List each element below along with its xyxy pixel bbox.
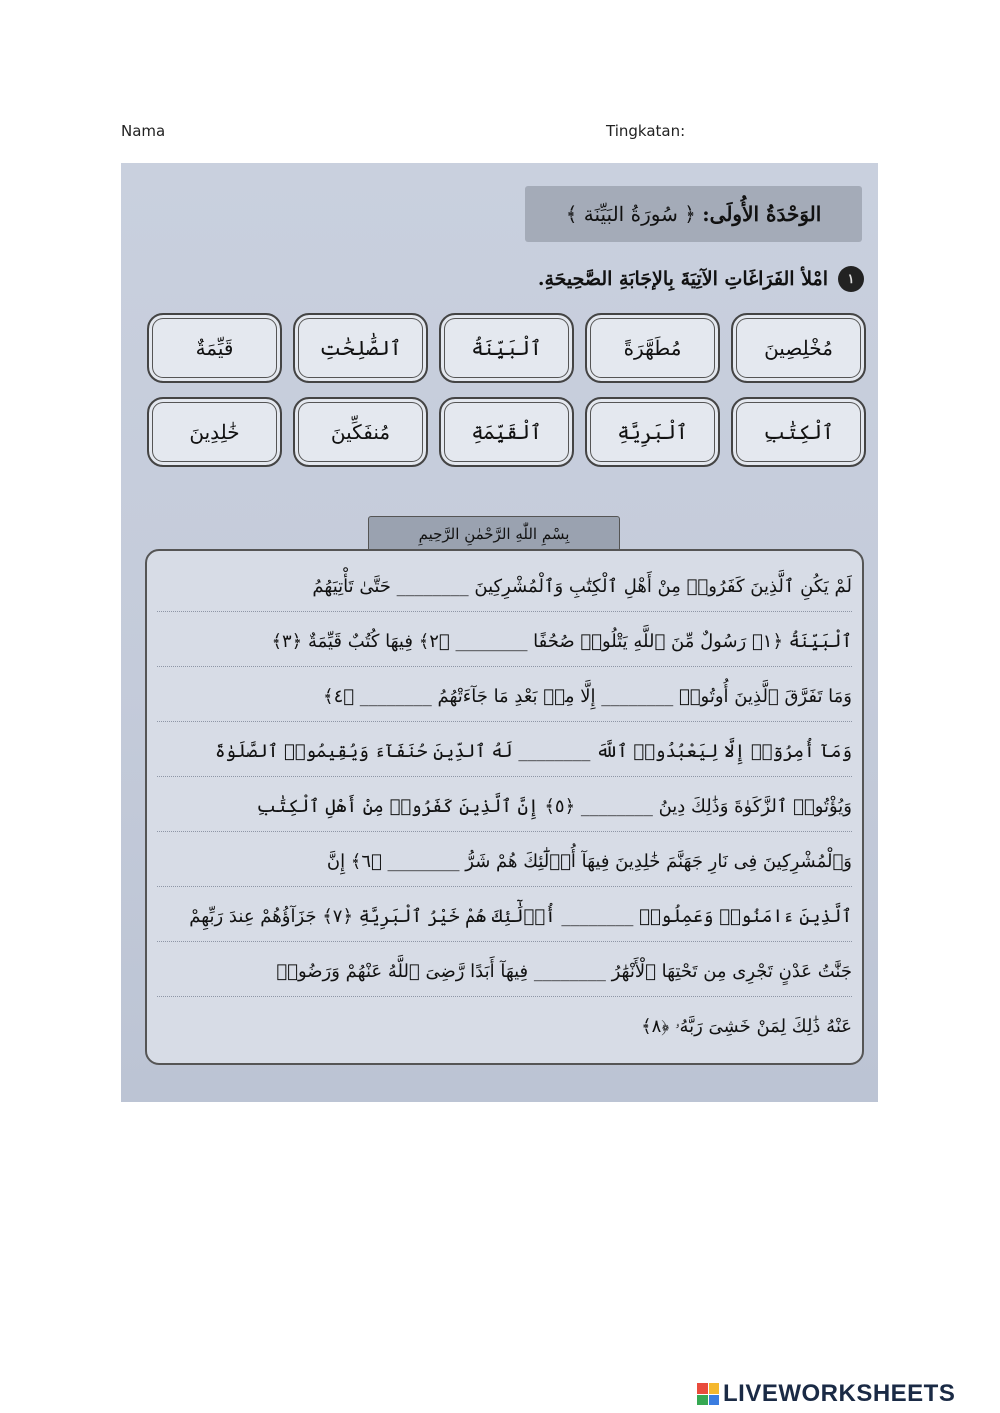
verse-line: وَيُؤْتُوا۟ ٱلزَّكَوٰةَ وَذَٰلِكَ دِينُ ________ ﴿٥﴾ إِنَّ ٱلَّذِينَ كَفَرُوا۟ مِنْ أَهْلِ ٱلْكِتَٰبِ [157, 783, 852, 832]
verse-line: عَنْهُ ذَٰلِكَ لِمَنْ خَشِىَ رَبَّهُۥ ﴿٨﴾ [641, 1016, 852, 1037]
word-bank-item: ٱلْقَيِّمَةِ [439, 397, 574, 467]
logo-text: LIVEWORKSHEETS [723, 1380, 956, 1407]
unit-title-band [525, 186, 862, 242]
unit-title: الوَحْدَةُ الأُولَى: [702, 202, 822, 226]
verse-line: وَمَا تَفَرَّقَ ٱلَّذِينَ أُوتُوا۟ ________ إِلَّا مِنۢ بَعْدِ مَا جَآءَتْهُمُ ________ ﴿٤﴾ [157, 673, 852, 722]
nama-label: Nama [121, 122, 166, 140]
basmala-banner: بِسْمِ اللّٰهِ الرَّحْمٰنِ الرَّحِيمِ [368, 516, 620, 552]
word-bank [136, 313, 866, 467]
instruction-text: امْلأ الفَرَاغَاتِ الآتِيَةَ بِالإجَابَةِ الصَّحِيحَةِ. [537, 268, 828, 290]
word-bank-item: خَٰلِدِينَ [147, 397, 282, 467]
verse-line: جَنَّٰتُ عَدْنٍ تَجْرِى مِن تَحْتِهَا ٱلْأَنْهَٰرُ ________ فِيهَآ أَبَدًا رَّضِىَ ٱللَّهُ عَنْهُمْ وَرَضُوا۟ [157, 948, 852, 997]
verse-line: لَمْ يَكُنِ ٱلَّذِينَ كَفَرُوا۟ مِنْ أَهْلِ ٱلْكِتَٰبِ وَٱلْمُشْرِكِينَ ________ حَتَّىٰ تَأْتِيَهُمُ [157, 563, 852, 612]
word-bank-item: ٱلْبَيِّنَةُ [439, 313, 574, 383]
verse-line: ٱلَّذِينَ ءَامَنُوا۟ وَعَمِلُوا۟ ________ أُو۟لَٰٓئِكَ هُمْ خَيْرُ ٱلْبَرِيَّةِ ﴿٧﴾ جَزَآؤُهُمْ عِندَ رَبِّهِمْ [157, 893, 852, 942]
word-bank-item: مُنفَكِّينَ [293, 397, 428, 467]
tingkatan-label: Tingkatan: [606, 122, 686, 140]
word-bank-item: ٱلْبَرِيَّةِ [585, 397, 720, 467]
word-bank-item: ٱلصَّٰلِحَٰتِ [293, 313, 428, 383]
verse-line: وَٱلْمُشْرِكِينَ فِى نَارِ جَهَنَّمَ خَٰلِدِينَ فِيهَآ أُو۟لَٰٓئِكَ هُمْ شَرُّ ________ ﴿٦﴾ إِنَّ [157, 838, 852, 887]
verse-line: ٱلْبَيِّنَةُ ﴿١﴾ رَسُولٌ مِّنَ ٱللَّهِ يَتْلُوا۟ صُحُفًا ________ ﴿٢﴾ فِيهَا كُتُبٌ قَيِّمَةٌ ﴿٣﴾ [157, 618, 852, 667]
instruction-row [264, 261, 864, 297]
liveworksheets-logo[interactable] [697, 1380, 955, 1408]
word-bank-item: مُطَهَّرَةً [585, 313, 720, 383]
worksheet-photo [121, 163, 878, 1102]
verse-box [145, 549, 864, 1065]
surah-title: ﴿ سُورَةُ البَيِّنَة ﴾ [565, 202, 696, 226]
verse-line: وَمَآ أُمِرُوٓا۟ إِلَّا لِيَعْبُدُوا۟ ٱللَّهَ ________ لَهُ ٱلدِّينَ حُنَفَآءَ وَيُقِيمُوا۟ ٱلصَّلَوٰةَ [157, 728, 852, 777]
instruction-number-badge: ١ [838, 266, 864, 292]
logo-icon [697, 1383, 719, 1405]
word-bank-item: قَيِّمَةٌ [147, 313, 282, 383]
word-bank-item: ٱلْكِتَٰبِ [731, 397, 866, 467]
word-bank-item: مُخْلِصِينَ [731, 313, 866, 383]
